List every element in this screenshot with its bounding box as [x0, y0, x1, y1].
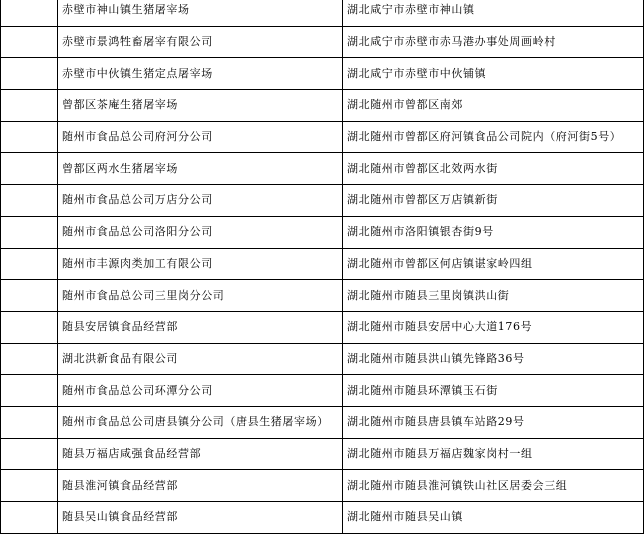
address-cell: 湖北随州市随县安居中心大道176号 [343, 311, 644, 343]
name-cell: 随州市食品总公司万店分公司 [58, 185, 343, 217]
address-cell: 湖北随州市曾都区北效两水街 [343, 153, 644, 185]
name-cell: 随州市食品总公司洛阳分公司 [58, 216, 343, 248]
table-row [1, 280, 644, 312]
index-cell [1, 153, 58, 185]
index-cell [1, 90, 58, 122]
index-cell [1, 438, 58, 470]
name-cell: 随县安居镇食品经营部 [58, 311, 343, 343]
name-cell: 赤壁市中伙镇生猪定点屠宰场 [58, 58, 343, 90]
table-row [1, 502, 644, 534]
name-cell: 随县淮河镇食品经营部 [58, 470, 343, 502]
address-cell: 湖北随州市洛阳镇银杏街9号 [343, 216, 644, 248]
index-cell [1, 121, 58, 153]
address-cell: 湖北随州市随县唐县镇车站路29号 [343, 406, 644, 438]
name-cell: 曾都区茶庵生猪屠宰场 [58, 90, 343, 122]
table-row [1, 0, 644, 26]
table-row [1, 153, 644, 185]
address-cell: 湖北随州市随县吴山镇 [343, 502, 644, 534]
address-cell: 湖北随州市曾都区府河镇食品公司院内（府河街5号） [343, 121, 644, 153]
table-row [1, 248, 644, 280]
index-cell [1, 185, 58, 217]
index-cell [1, 280, 58, 312]
index-cell [1, 216, 58, 248]
address-cell: 湖北咸宁市赤壁市神山镇 [343, 0, 644, 26]
table-row [1, 438, 644, 470]
table-row [1, 311, 644, 343]
name-cell: 湖北洪新食品有限公司 [58, 343, 343, 375]
address-cell: 湖北随州市曾都区万店镇新街 [343, 185, 644, 217]
address-cell: 湖北随州市曾都区南郊 [343, 90, 644, 122]
table-row [1, 121, 644, 153]
table-row [1, 470, 644, 502]
address-cell: 湖北随州市随县环潭镇玉石街 [343, 375, 644, 407]
table-row [1, 343, 644, 375]
name-cell: 随州市食品总公司府河分公司 [58, 121, 343, 153]
address-cell: 湖北随州市随县洪山镇先锋路36号 [343, 343, 644, 375]
name-cell: 随州市食品总公司三里岗分公司 [58, 280, 343, 312]
name-cell: 赤壁市神山镇生猪屠宰场 [58, 0, 343, 26]
name-cell: 赤壁市景鸿牲畜屠宰有限公司 [58, 26, 343, 58]
address-cell: 湖北咸宁市赤壁市中伙铺镇 [343, 58, 644, 90]
index-cell [1, 470, 58, 502]
address-cell: 湖北随州市随县三里岗镇洪山街 [343, 280, 644, 312]
name-cell: 随县吴山镇食品经营部 [58, 502, 343, 534]
table-row [1, 58, 644, 90]
name-cell: 随州市丰源肉类加工有限公司 [58, 248, 343, 280]
index-cell [1, 502, 58, 534]
index-cell [1, 248, 58, 280]
name-cell: 随州市食品总公司唐县镇分公司（唐县生猪屠宰场） [58, 406, 343, 438]
table-row [1, 185, 644, 217]
name-cell: 随县万福店咸强食品经营部 [58, 438, 343, 470]
table-row [1, 406, 644, 438]
index-cell [1, 406, 58, 438]
name-cell: 曾都区两水生猪屠宰场 [58, 153, 343, 185]
index-cell [1, 58, 58, 90]
index-cell [1, 26, 58, 58]
address-cell: 湖北随州市随县淮河镇铁山社区居委会三组 [343, 470, 644, 502]
table-row [1, 216, 644, 248]
index-cell [1, 311, 58, 343]
table-body [1, 0, 644, 533]
index-cell [1, 375, 58, 407]
table-row [1, 26, 644, 58]
address-cell: 湖北随州市曾都区何店镇谌家岭四组 [343, 248, 644, 280]
table-row [1, 90, 644, 122]
name-cell: 随州市食品总公司环潭分公司 [58, 375, 343, 407]
table-row [1, 375, 644, 407]
address-cell: 湖北随州市随县万福店魏家岗村一组 [343, 438, 644, 470]
address-cell: 湖北咸宁市赤壁市赤马港办事处周画岭村 [343, 26, 644, 58]
index-cell [1, 343, 58, 375]
index-cell [1, 0, 58, 26]
